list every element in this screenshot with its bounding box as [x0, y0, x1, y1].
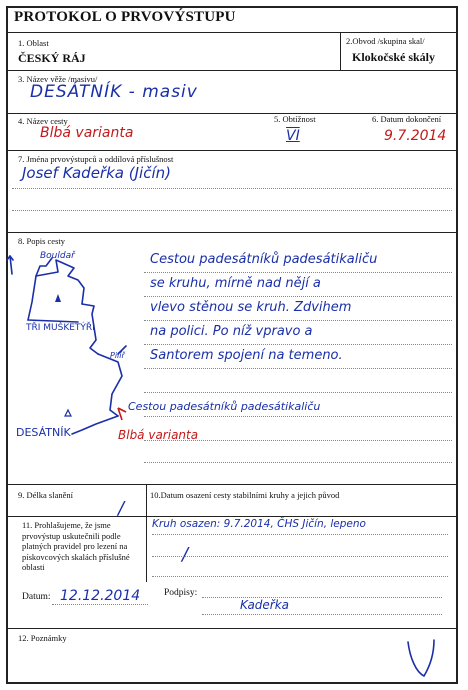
nazev-veze-value[interactable]: DESÁTNÍK - masiv	[30, 82, 198, 102]
writing-line	[144, 344, 452, 345]
popis-line-2: se kruhu, mírně nad nějí a	[150, 276, 321, 291]
route-sketch	[6, 244, 156, 454]
divider	[146, 516, 147, 582]
oblast-label: 1. Oblast	[18, 38, 49, 48]
podpisy-value[interactable]: Kadeřka	[240, 598, 290, 612]
prohlaseni-text: 11. Prohlašujeme, že jsme prvovýstup uskutečnili podle platných pravidel pro lezení na pískovcových skalách příslušné oblasti	[22, 520, 130, 572]
obvod-label: 2.Obvod /skupina skal/	[346, 36, 425, 46]
obtiznost-label: 5. Obtížnost	[274, 114, 316, 124]
datum-dokonceni-value[interactable]: 9.7.2014	[384, 128, 447, 144]
sketch-desatnik: DESÁTNÍK	[16, 426, 71, 439]
poznamky-label: 12. Poznámky	[18, 633, 67, 643]
divider	[6, 150, 458, 151]
obvod-value[interactable]: Klokočské skály	[352, 50, 436, 64]
osazeni-label: 10.Datum osazení cesty stabilními kruhy a jejich původ	[150, 490, 340, 500]
jmena-value[interactable]: Josef Kadeřka (Jičín)	[22, 164, 171, 182]
nazev-cesty-value[interactable]: Blbá varianta	[40, 125, 134, 141]
popis-line-3: vlevo stěnou se kruh. Zdvihem	[150, 300, 352, 315]
writing-line	[144, 296, 452, 297]
osazeni-mark: /	[182, 544, 189, 565]
sketch-arrow-text: Cestou padesátníků padesátikaliču	[128, 400, 321, 413]
writing-line	[144, 416, 452, 417]
divider	[6, 70, 458, 71]
datum-value[interactable]: 12.12.2014	[60, 588, 141, 604]
sketch-variant: Blbá varianta	[118, 428, 199, 442]
nazev-veze-label: 3. Název věže /masivu/	[18, 74, 98, 84]
popis-line-1: Cestou padesátníků padesátikaliču	[150, 252, 378, 267]
divider	[340, 32, 341, 70]
sketch-pilir: Pilíř	[110, 351, 125, 360]
popis-label: 8. Popis cesty	[18, 236, 65, 246]
osazeni-value[interactable]: Kruh osazen: 9.7.2014, ČHS Jičín, lepeno	[152, 518, 366, 530]
writing-line	[12, 188, 452, 189]
writing-line	[202, 614, 442, 615]
writing-line	[152, 576, 448, 577]
writing-line	[144, 392, 452, 393]
divider	[6, 484, 458, 485]
obtiznost-value[interactable]: VI	[286, 128, 300, 144]
writing-line	[202, 597, 442, 598]
writing-line	[12, 210, 452, 211]
writing-line	[152, 556, 448, 557]
writing-line	[52, 604, 148, 605]
writing-line	[144, 272, 452, 273]
summit-icon	[55, 294, 61, 302]
divider	[146, 484, 147, 516]
jmena-label: 7. Jména prvovýstupců a oddílová příslušnost	[18, 154, 174, 164]
delka-value[interactable]: /	[118, 498, 125, 519]
divider	[6, 232, 458, 233]
sketch-bouldar: Bouldař	[40, 251, 75, 261]
writing-line	[144, 462, 452, 463]
divider	[6, 628, 458, 629]
arrow-icon	[118, 408, 126, 420]
summit-icon	[65, 410, 71, 416]
oblast-value[interactable]: ČESKÝ RÁJ	[18, 51, 86, 65]
datum-dokonceni-label: 6. Datum dokončení	[372, 114, 442, 124]
writing-line	[152, 534, 448, 535]
writing-line	[144, 368, 452, 369]
popis-line-4: na polici. Po níž vpravo a	[150, 324, 313, 339]
writing-line	[144, 320, 452, 321]
pen-mark	[402, 636, 442, 684]
popis-line-5: Santorem spojení na temeno.	[150, 348, 343, 363]
datum-label: Datum:	[22, 592, 51, 602]
delka-label: 9. Délka slanění	[18, 490, 73, 500]
divider	[6, 516, 458, 517]
divider	[6, 32, 458, 33]
podpisy-label: Podpisy:	[164, 588, 198, 598]
sketch-tri-musketyri: TŘI MUŠKETÝŘI	[26, 323, 95, 333]
form-title: PROTOKOL O PRVOVÝSTUPU	[14, 9, 236, 25]
nazev-cesty-label: 4. Název cesty	[18, 116, 68, 126]
